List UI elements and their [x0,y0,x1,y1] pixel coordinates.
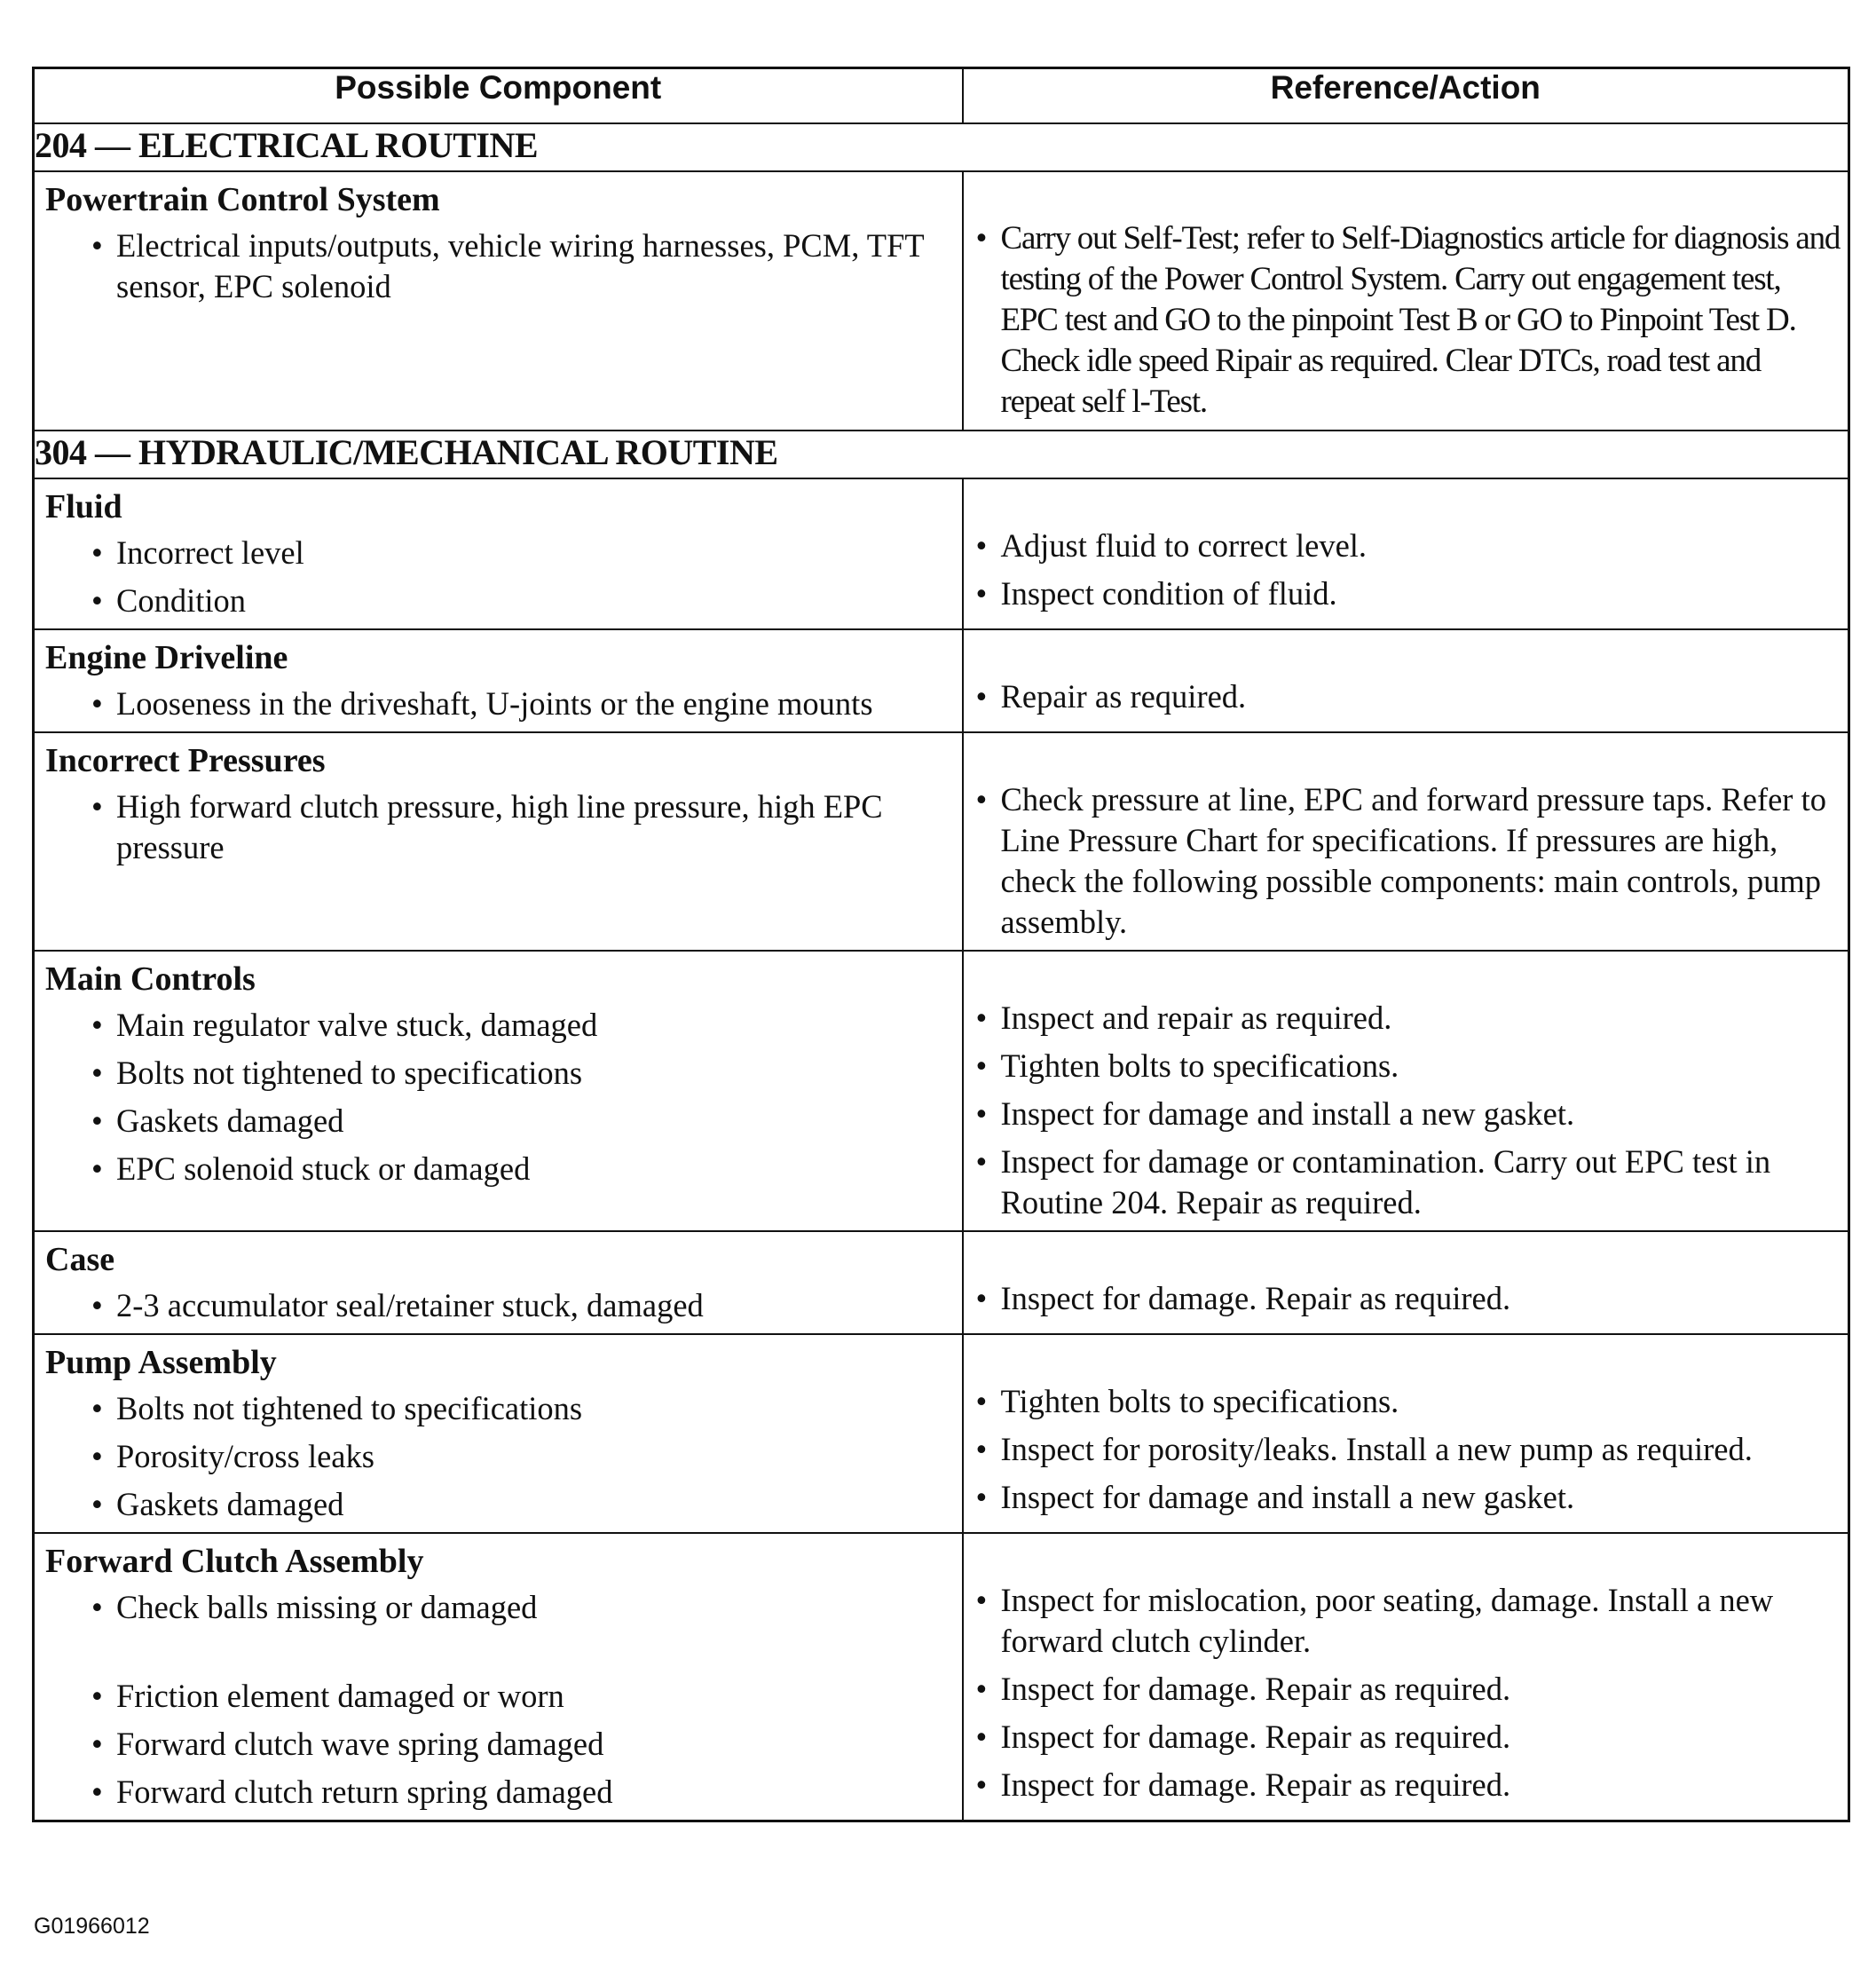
cause-item [35,1285,962,1326]
action-item [964,1765,1848,1805]
bullet-icon: • [91,1102,103,1139]
action-text: Inspect for mislocation, poor seating, damage. Install a new forward clutch cylinder. [1000,1582,1774,1659]
action-text: Inspect and repair as required. [1000,999,1392,1036]
cause-item [35,683,962,724]
action-cell [963,171,1849,431]
component-title: Incorrect Pressures [45,742,326,779]
component-cell [34,629,963,732]
figure-id: G01966012 [34,1914,150,1939]
action-item [964,1669,1848,1710]
cause-text: Electrical inputs/outputs, vehicle wiring harnesses, PCM, TFT sensor, EPC solenoid [116,227,925,304]
routine-row [34,123,1849,171]
cause-text: High forward clutch pressure, high line pressure, high EPC pressure [116,788,883,865]
bullet-icon: • [975,1047,988,1084]
cause-text: Friction element damaged or worn [116,1678,564,1714]
action-cell [963,629,1849,732]
cause-item [35,1676,962,1717]
cause-item [35,533,962,573]
action-item [964,525,1848,566]
component-cell [34,478,963,629]
component-row [34,732,1849,951]
action-item [964,1046,1848,1086]
component-row [34,629,1849,732]
cause-item [35,1388,962,1429]
bullet-icon: • [975,220,987,257]
cause-item [35,1149,962,1189]
bullet-icon: • [975,1095,988,1132]
cause-item [35,1101,962,1142]
component-row [34,1533,1849,1821]
cause-item [35,1005,962,1046]
action-cell [963,732,1849,951]
component-row [34,951,1849,1231]
bullet-icon: • [975,1479,988,1515]
column-header-action: Reference/Action [963,68,1849,124]
action-item [964,1717,1848,1758]
bullet-icon: • [975,1718,988,1755]
component-row [34,478,1849,629]
bullet-icon: • [91,1486,103,1522]
component-title: Powertrain Control System [45,181,440,218]
bullet-icon: • [975,1280,988,1316]
action-text: Repair as required. [1000,678,1247,715]
cause-text: Looseness in the driveshaft, U-joints or the engine mounts [116,685,873,722]
bullet-icon: • [975,678,988,715]
action-text: Check pressure at line, EPC and forward pressure taps. Refer to Line Pressure Chart for specifications. If pressures are high, check the following possible components: main controls, pump assembly. [1000,781,1826,940]
routine-row [34,431,1849,478]
cause-item [35,1772,962,1813]
action-text: Inspect for damage and install a new gasket. [1000,1095,1575,1132]
component-cell [34,1533,963,1821]
bullet-icon: • [91,582,103,619]
cause-item [35,1724,962,1765]
action-text: Inspect for damage. Repair as required. [1000,1766,1511,1803]
bullet-icon: • [975,1766,988,1803]
cause-text: Check balls missing or damaged [116,1589,538,1625]
action-item [964,573,1848,614]
bullet-icon: • [975,999,988,1036]
cause-text: Bolts not tightened to specifications [116,1390,583,1426]
component-row [34,1231,1849,1334]
cause-text: EPC solenoid stuck or damaged [116,1150,531,1187]
bullet-icon: • [975,527,988,564]
cause-item [35,225,962,307]
cause-item [35,786,962,868]
component-cell [34,1334,963,1533]
component-title: Main Controls [45,960,256,998]
action-text: Adjust fluid to correct level. [1000,527,1368,564]
cause-item [35,1484,962,1525]
bullet-icon: • [91,534,103,571]
action-item [964,218,1848,423]
action-item [964,998,1848,1039]
bullet-icon: • [91,1438,103,1474]
component-row [34,1334,1849,1533]
action-text: Tighten bolts to specifications. [1000,1383,1399,1419]
bullet-icon: • [91,1589,103,1625]
action-text: Inspect condition of fluid. [1000,575,1337,612]
cause-text: 2-3 accumulator seal/retainer stuck, damaged [116,1287,704,1323]
cause-text: Incorrect level [116,534,304,571]
action-text: Tighten bolts to specifications. [1000,1047,1399,1084]
bullet-icon: • [91,1678,103,1714]
cause-text: Porosity/cross leaks [116,1438,374,1474]
bullet-icon: • [975,1582,988,1618]
action-text: Inspect for damage and install a new gasket. [1000,1479,1575,1515]
component-title: Forward Clutch Assembly [45,1543,424,1580]
bullet-icon: • [975,1143,988,1180]
bullet-icon: • [91,1774,103,1810]
action-item [964,1381,1848,1422]
bullet-icon: • [91,1390,103,1426]
component-title: Case [45,1241,115,1278]
bullet-icon: • [975,575,988,612]
component-cell [34,171,963,431]
routine-title: 204 — ELECTRICAL ROUTINE [34,123,1849,171]
action-cell [963,1231,1849,1334]
cause-text: Forward clutch return spring damaged [116,1774,613,1810]
cause-item [35,1587,962,1628]
action-item [964,676,1848,717]
action-item [964,1580,1848,1662]
action-item [964,779,1848,943]
component-cell [34,732,963,951]
action-cell [963,478,1849,629]
action-text: Inspect for damage. Repair as required. [1000,1718,1511,1755]
bullet-icon: • [91,788,103,825]
bullet-icon: • [91,227,103,264]
column-header-component: Possible Component [34,68,963,124]
cause-text: Bolts not tightened to specifications [116,1055,583,1091]
action-item [964,1429,1848,1470]
diagnosis-table [32,67,1850,1822]
bullet-icon: • [91,685,103,722]
action-cell [963,951,1849,1231]
bullet-icon: • [91,1287,103,1323]
cause-text: Gaskets damaged [116,1486,344,1522]
cause-item [35,1436,962,1477]
component-cell [34,1231,963,1334]
bullet-icon: • [975,1431,988,1467]
bullet-icon: • [91,1150,103,1187]
bullet-icon: • [975,1671,988,1707]
routine-title: 304 — HYDRAULIC/MECHANICAL ROUTINE [34,431,1849,478]
component-title: Engine Driveline [45,639,288,676]
action-cell [963,1533,1849,1821]
cause-text: Forward clutch wave spring damaged [116,1726,604,1762]
component-cell [34,951,963,1231]
action-text: Inspect for damage. Repair as required. [1000,1671,1511,1707]
header-row [34,68,1849,124]
cause-text: Gaskets damaged [116,1102,344,1139]
action-text: Inspect for porosity/leaks. Install a new pump as required. [1000,1431,1753,1467]
bullet-icon: • [91,1726,103,1762]
component-row [34,171,1849,431]
action-item [964,1142,1848,1223]
action-item [964,1094,1848,1134]
action-item [964,1278,1848,1319]
component-title: Pump Assembly [45,1344,277,1381]
cause-item [35,1053,962,1094]
cause-item [35,581,962,621]
cause-text: Main regulator valve stuck, damaged [116,1007,598,1043]
bullet-icon: • [975,1383,988,1419]
bullet-icon: • [91,1055,103,1091]
bullet-icon: • [91,1007,103,1043]
cause-text: Condition [116,582,247,619]
action-text: Carry out Self-Test; refer to Self-Diagnostics article for diagnosis and testing of the Power Control System. Carry out engagement test, EPC test and GO to the pinpoint Test B or GO to Pinpoint Test D. Check idle speed Ripair as required. Clear DTCs, road test and repeat self l-Test. [1000,220,1841,420]
action-cell [963,1334,1849,1533]
component-title: Fluid [45,488,122,525]
action-text: Inspect for damage or contamination. Carry out EPC test in Routine 204. Repair as required. [1000,1143,1771,1221]
bullet-icon: • [975,781,988,818]
action-text: Inspect for damage. Repair as required. [1000,1280,1511,1316]
action-item [964,1477,1848,1518]
